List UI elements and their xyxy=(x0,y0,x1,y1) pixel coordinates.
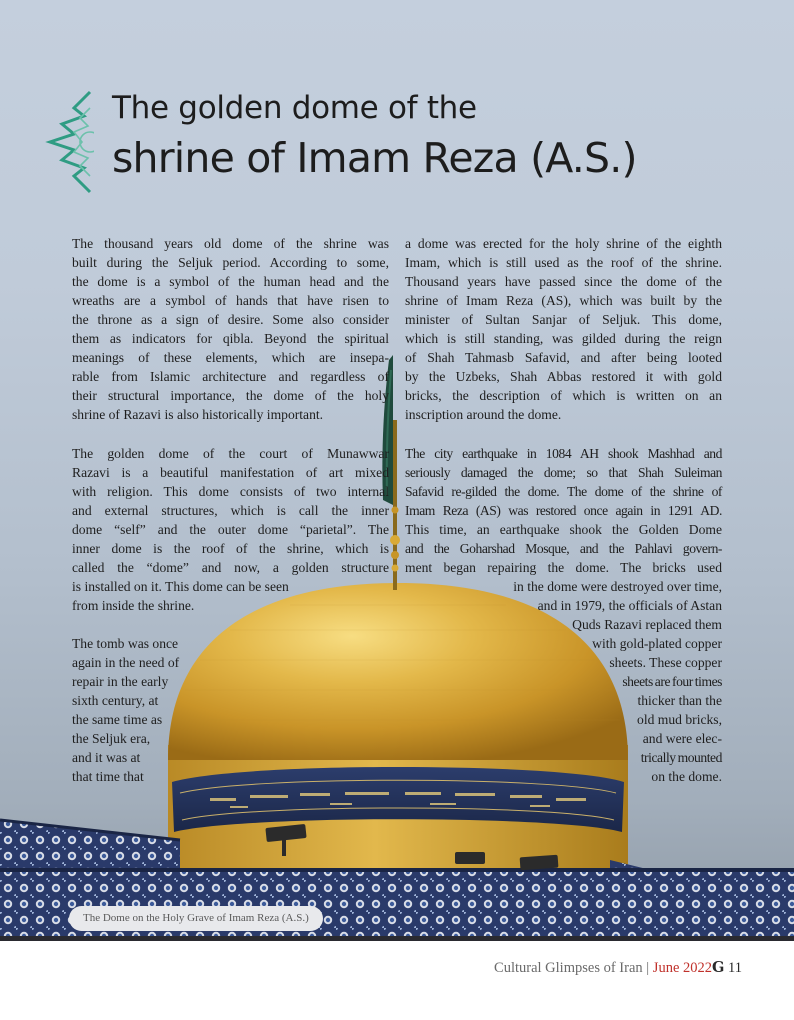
text-line: The city earthquake in 1084 AH shook Mashhad and xyxy=(405,445,722,461)
star-ornament-icon xyxy=(44,86,94,198)
text-line: again in the need of xyxy=(72,655,180,671)
text-line: with gold-plated copper xyxy=(592,635,722,651)
page-number: 11 xyxy=(728,960,742,976)
text-line: by the Uzbeks, Shah Abbas restored it with gold xyxy=(405,369,722,385)
text-line: the Seljuk era, xyxy=(72,731,151,747)
text-line: the throne as a sign of desire. Some also consider xyxy=(72,312,389,328)
text-line: inscription around the dome. xyxy=(405,407,562,423)
text-line: Safavid re-gilded the dome. The dome of the shrine of xyxy=(405,483,722,499)
text-line: of Shah Tahmasb Safavid, and after being looted xyxy=(405,350,722,366)
text-line: in the dome were destroyed over time, xyxy=(513,578,722,594)
text-line: wreaths are a symbol of hands that have risen to xyxy=(72,293,389,309)
text-line: sheets. These copper xyxy=(609,655,722,671)
text-line: their structural importance, the dome of the holy xyxy=(72,388,389,404)
text-line: meanings of these elements, which are insepa- xyxy=(72,350,389,366)
text-line: and were elec- xyxy=(642,731,722,747)
text-line: Imam Reza (AS) was restored once again in 1291 AD. xyxy=(405,502,722,518)
text-line: shrine of Razavi is also historically important. xyxy=(72,407,324,423)
text-line: and the Goharshad Mosque, and the Pahlavi govern- xyxy=(405,540,722,556)
text-line: This time, an earthquake shook the Golden Dome xyxy=(405,521,722,537)
magazine-logo-icon: G xyxy=(712,959,725,976)
photo-caption: The Dome on the Holy Grave of Imam Reza (A.S.) xyxy=(69,906,323,931)
text-line: repair in the early xyxy=(72,674,169,690)
text-line: is installed on it. This dome can be seen xyxy=(72,578,289,594)
text-line: that time that xyxy=(72,769,144,785)
text-line: bricks, the description of which is written on an xyxy=(405,388,722,404)
text-line: The golden dome of the court of Munawwar xyxy=(72,445,389,461)
text-line: thicker than the xyxy=(637,693,722,709)
text-line: seriously damaged the dome; so that Shah Suleiman xyxy=(405,464,722,480)
footer-separator: | xyxy=(646,960,650,976)
text-line: the same time as xyxy=(72,712,163,728)
text-line: built during the Seljuk period. According to some, xyxy=(72,255,389,271)
left-column xyxy=(72,234,389,786)
text-line: from inside the shrine. xyxy=(72,597,195,613)
text-line: ment began repairing the dome. The bricks used xyxy=(405,559,722,575)
issue-date: June 2022 xyxy=(652,960,713,976)
text-line: Imam, which is still used as the roof of the shrine. xyxy=(405,255,722,271)
text-line: on the dome. xyxy=(651,769,722,785)
text-line: dome “self” and the outer dome “parietal”. The xyxy=(72,521,389,537)
publication-name: Cultural Glimpses of Iran xyxy=(494,960,643,976)
text-line: sheets are four times xyxy=(622,674,722,690)
text-line: with religion. This dome consists of two internal xyxy=(72,483,389,499)
text-line: them as indicators for qibla. Beyond the spiritual xyxy=(72,331,389,347)
text-line: the dome is a symbol of the human head and the xyxy=(72,274,389,290)
text-line: Razavi is a beautiful manifestation of art mixed xyxy=(72,464,389,480)
right-column xyxy=(405,234,722,786)
title-line-2: shrine of Imam Reza (A.S.) xyxy=(112,134,637,182)
text-line: old mud bricks, xyxy=(637,712,722,728)
text-line: and it was at xyxy=(72,750,141,766)
text-line: rable from Islamic architecture and regardless of xyxy=(72,369,389,385)
page-footer xyxy=(494,959,742,977)
text-line: The thousand years old dome of the shrine was xyxy=(72,236,389,251)
text-line: Thousand years have passed since the dome of the xyxy=(405,274,722,290)
text-line: inner dome is the roof of the shrine, which is xyxy=(72,540,389,556)
text-line: and in 1979, the officials of Astan xyxy=(537,597,722,613)
title-line-1: The golden dome of the xyxy=(112,90,477,126)
text-line: shrine of Imam Reza (AS), which was built by the xyxy=(405,293,722,309)
text-line: The tomb was once xyxy=(72,635,179,651)
text-line: which is still standing, was gilded during the reign xyxy=(405,331,722,347)
text-line: Quds Razavi replaced them xyxy=(572,616,722,632)
text-line: minister of Sultan Sanjar of Seljuk. This dome, xyxy=(405,312,722,328)
text-line: sixth century, at xyxy=(72,693,159,709)
text-line: and external structures, which is call the inner xyxy=(72,502,389,518)
text-line: called the “dome” and now, a golden structure xyxy=(72,559,389,575)
text-line: trically mounted xyxy=(640,750,722,766)
text-line: a dome was erected for the holy shrine of the eighth xyxy=(405,236,722,251)
